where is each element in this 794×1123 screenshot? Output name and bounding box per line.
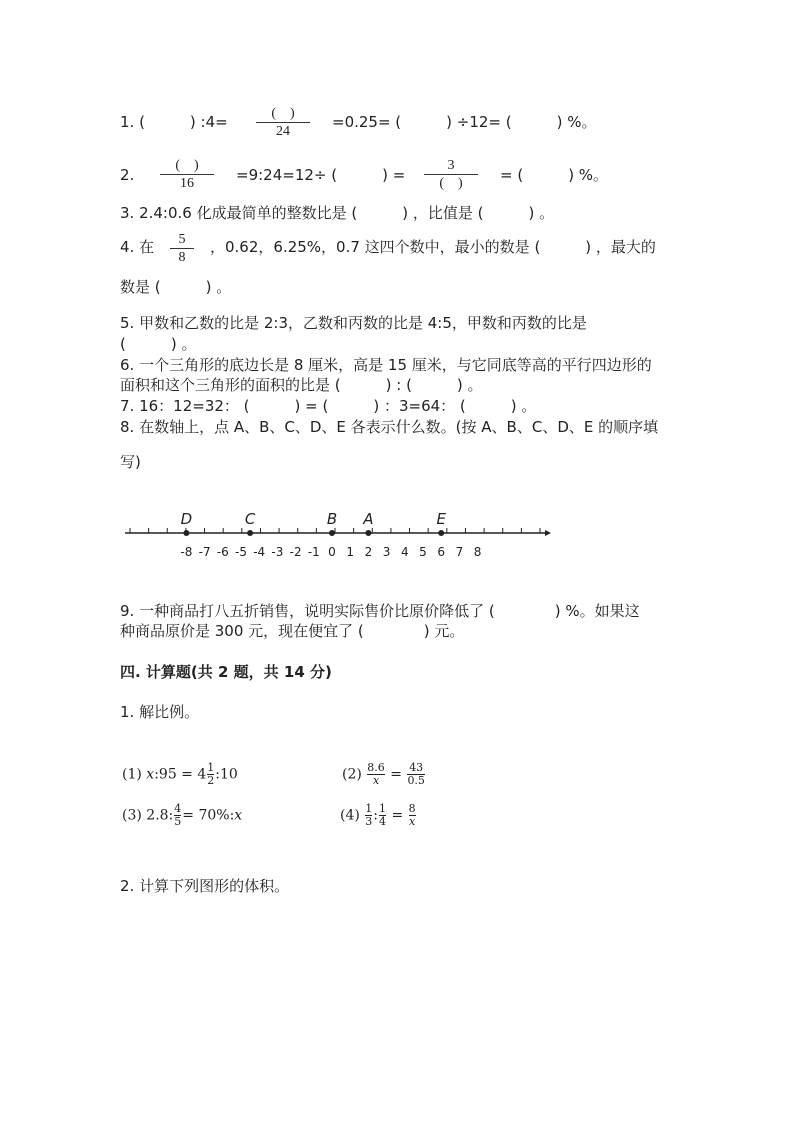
q2-fraction-1-numerator: ( ): [175, 158, 199, 173]
calc2-title: 2. 计算下列图形的体积。: [120, 877, 290, 895]
equation-1-label: (1): [122, 766, 142, 783]
section-4-title: 四. 计算题(共 2 题，共 14 分): [120, 663, 332, 681]
equation-4-fraction-c-denominator: x: [409, 815, 416, 828]
q4-fraction: [170, 231, 194, 266]
equation-3-fraction-numerator: 4: [174, 802, 182, 815]
equation-3-middle: = 70%:: [182, 807, 235, 824]
q9-text-line2: 种商品原价是 300 元，现在便宜了 ( ) 元。: [120, 622, 465, 640]
equation-4-fraction-c: [409, 803, 416, 828]
equation-2-right-denominator: 0.5: [407, 774, 425, 787]
number-line-label: -7: [198, 545, 211, 559]
q2-text-part1: =9:24=12÷ ( ) =: [236, 166, 406, 184]
equation-3-fraction-denominator: 5: [174, 815, 182, 828]
equation-4-fraction-b-denominator: 4: [379, 815, 387, 828]
number-line: [120, 505, 560, 565]
equation-3-fraction: [174, 803, 181, 828]
q2-fraction-2: [424, 157, 478, 192]
equation-4-fraction-c-numerator: 8: [408, 802, 416, 815]
number-line-point-b: [329, 530, 335, 536]
equation-2-left-denominator: x: [372, 774, 380, 787]
equation-1-fraction-denominator: 2: [207, 774, 215, 787]
q4-text-part2: ，0.62，6.25%，0.7 这四个数中，最小的数是 ( ) ，最大的: [210, 238, 656, 256]
number-line-label: 2: [364, 545, 373, 559]
equation-1-fraction-numerator: 1: [207, 761, 215, 774]
q8-text-line1: 8. 在数轴上，点 A、B、C、D、E 各表示什么数。(按 A、B、C、D、E 的顺序填: [120, 418, 659, 436]
number-line-label: -4: [253, 545, 266, 559]
equation-1-variable: x: [146, 766, 155, 783]
q1-text-part1: 1. ( ) :4=: [120, 113, 228, 131]
equation-4-colon: :: [373, 807, 379, 824]
number-line-label: 1: [346, 545, 355, 559]
equation-2-right-numerator: 43: [409, 761, 424, 774]
equation-2-equals: =: [390, 766, 402, 783]
number-line-label: -1: [307, 545, 320, 559]
number-line-label: 0: [328, 545, 336, 559]
number-line-point-e: [438, 530, 444, 536]
equation-1: [122, 762, 238, 787]
number-line-label: 8: [473, 545, 482, 559]
equation-4-fraction-b-numerator: 1: [379, 802, 387, 815]
number-line-label: 7: [455, 545, 464, 559]
equation-4-label: (4): [340, 807, 360, 824]
equation-4-fraction-a-numerator: 1: [365, 802, 373, 815]
equation-2-left-numerator: 8.6: [367, 761, 385, 774]
equation-3-label: (3): [122, 807, 142, 824]
q1-text-part2: =0.25= ( ) ÷12= ( ) %。: [332, 113, 597, 131]
q5-text-line2: ( ) 。: [120, 335, 197, 353]
q9-text-line1: 9. 一种商品打八五折销售，说明实际售价比原价降低了 ( ) %。如果这: [120, 602, 640, 620]
equation-2-label: (2): [342, 766, 362, 783]
number-line-point-a: [365, 530, 371, 536]
q7-text: 7. 16：12=32： ( ) = ( ) ：3=64： ( ) 。: [120, 397, 537, 415]
equation-1-fraction: [207, 762, 214, 787]
q1-fraction-numerator: ( ): [271, 106, 295, 121]
equation-4-fraction-a-denominator: 3: [365, 815, 373, 828]
number-line-label: 5: [419, 545, 427, 559]
q2-text-part2: = ( ) %。: [500, 166, 609, 184]
equation-2-left-fraction: [367, 762, 385, 787]
number-line-point-label-a: A: [363, 510, 374, 528]
q3-text: 3. 2.4:0.6 化成最简单的整数比是 ( ) ，比值是 ( ) 。: [120, 204, 555, 222]
q1-fraction: [256, 105, 310, 140]
q6-text-line1: 6. 一个三角形的底边长是 8 厘米，高是 15 厘米，与它同底等高的平行四边形的: [120, 356, 652, 374]
q4-text-line2: 数是 ( ) 。: [120, 278, 232, 296]
number-line-point-label-e: E: [436, 510, 446, 528]
q5-text-line1: 5. 甲数和乙数的比是 2:3，乙数和丙数的比是 4:5，甲数和丙数的比是: [120, 314, 587, 332]
q2-fraction-1: [160, 157, 214, 192]
number-line-point-d: [183, 530, 189, 536]
q6-text-line2: 面积和这个三角形的面积的比是 ( ) : ( ) 。: [120, 376, 483, 394]
number-line-point-label-d: D: [180, 510, 193, 528]
number-line-point-label-c: C: [244, 510, 256, 528]
number-line-label: 4: [400, 545, 409, 559]
number-line-label: -3: [271, 545, 284, 559]
number-line-label: -2: [289, 545, 302, 559]
number-line-label: 3: [382, 545, 391, 559]
q2-number: 2.: [120, 166, 135, 184]
q4-fraction-denominator: 8: [178, 250, 186, 265]
q2-fraction-1-denominator: 16: [180, 176, 194, 191]
equation-4: [340, 803, 417, 828]
number-line-label: 6: [437, 545, 446, 559]
equation-4-fraction-a: [365, 803, 372, 828]
q2-fraction-2-denominator: ( ): [439, 176, 463, 191]
equation-1-middle: :95 = 4: [154, 766, 207, 783]
q4-fraction-numerator: 5: [178, 232, 186, 247]
q2-fraction-2-numerator: 3: [447, 158, 455, 173]
equation-1-tail: :10: [215, 766, 238, 783]
number-line-point-c: [247, 530, 253, 536]
equation-4-fraction-b: [379, 803, 386, 828]
equation-2: [342, 762, 426, 787]
q1-fraction-denominator: 24: [276, 124, 290, 139]
calc1-title: 1. 解比例。: [120, 703, 200, 721]
equation-3-head: 2.8:: [146, 807, 174, 824]
number-line-label: -6: [216, 545, 229, 559]
equation-3-variable: x: [234, 807, 243, 824]
q4-text-part1: 4. 在: [120, 238, 155, 256]
equation-4-equals: =: [391, 807, 404, 824]
number-line-label: -5: [235, 545, 247, 559]
number-line-arrow: [545, 530, 551, 536]
number-line-label: -8: [180, 545, 193, 559]
equation-3: [122, 803, 242, 828]
number-line-point-label-b: B: [326, 510, 338, 528]
q8-text-line2: 写): [120, 453, 141, 471]
equation-2-right-fraction: [407, 762, 425, 787]
